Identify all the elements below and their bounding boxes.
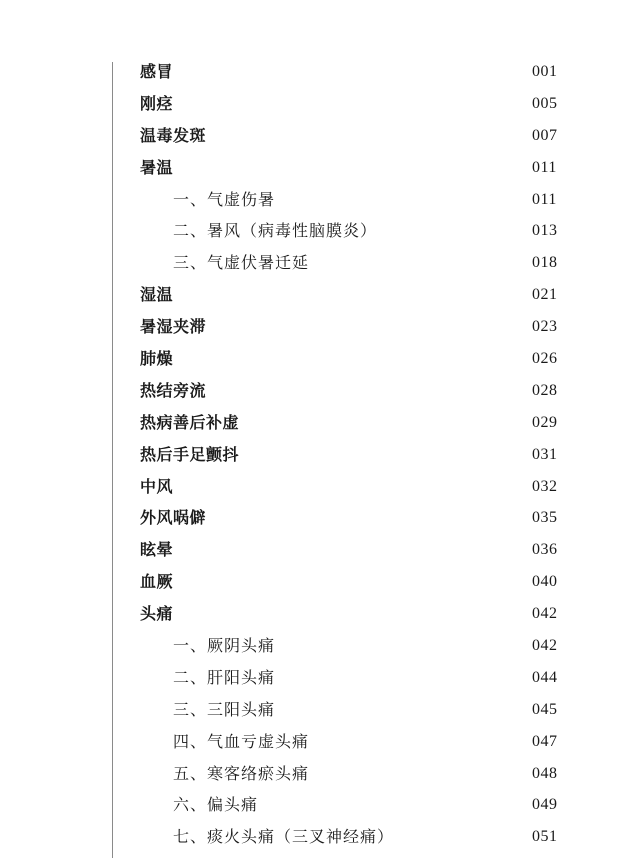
toc-entry-title: 暑温 <box>140 157 174 177</box>
toc-entry[interactable] <box>0 566 637 598</box>
toc-entry[interactable] <box>0 439 637 471</box>
toc-entry-page: 023 <box>532 318 558 336</box>
toc-entry[interactable] <box>0 407 637 439</box>
toc-entry-page: 018 <box>532 254 558 272</box>
toc-entry[interactable] <box>0 502 637 534</box>
toc-entry-title: 感冒 <box>140 62 174 81</box>
toc-entry-title: 刚痉 <box>140 93 174 113</box>
toc-entry[interactable] <box>0 789 637 821</box>
toc-entry-page: 011 <box>532 158 557 176</box>
toc-entry-title: 肺燥 <box>140 349 174 369</box>
toc-entry-page: 007 <box>532 126 558 144</box>
toc-entry-page: 035 <box>532 509 558 527</box>
toc-entry-title: 三、气虚伏暑迁延 <box>173 253 310 273</box>
toc-entry[interactable] <box>0 120 637 152</box>
toc-entry-page: 032 <box>532 477 558 495</box>
toc-entry[interactable] <box>0 662 637 694</box>
toc-entry[interactable] <box>0 375 637 407</box>
toc-entry-title: 六、偏头痛 <box>173 795 259 815</box>
toc-entry-page: 051 <box>532 828 558 846</box>
toc-entry[interactable] <box>0 184 637 216</box>
toc-entry-page: 047 <box>532 732 558 750</box>
toc-entry-title: 二、肝阳头痛 <box>173 667 276 687</box>
toc-entry[interactable] <box>0 215 637 247</box>
toc-entry-page: 036 <box>532 541 558 559</box>
toc-entry[interactable] <box>0 630 637 662</box>
toc-entry-title: 七、痰火头痛（三叉神经痛） <box>173 827 395 847</box>
toc-entry-title: 一、气虚伤暑 <box>173 189 276 209</box>
toc-entry-title: 温毒发斑 <box>140 125 207 145</box>
toc-entry-title: 二、暑风（病毒性脑膜炎） <box>173 221 378 241</box>
toc-entry-title: 三、三阳头痛 <box>173 699 276 719</box>
toc-entry-page: 042 <box>532 605 558 623</box>
toc-entry-title: 血厥 <box>140 572 174 592</box>
toc-entry-title: 中风 <box>140 476 174 496</box>
toc-entry-page: 048 <box>532 764 558 782</box>
toc-entry[interactable] <box>0 311 637 343</box>
toc-entry-title: 热病善后补虚 <box>140 412 240 432</box>
toc-entry[interactable] <box>0 56 637 88</box>
toc-entry-title: 四、气血亏虚头痛 <box>173 731 310 751</box>
toc-entry[interactable] <box>0 279 637 311</box>
toc-entry[interactable] <box>0 152 637 184</box>
table-of-contents <box>0 56 637 853</box>
toc-entry-title: 暑湿夹滞 <box>140 317 207 337</box>
toc-entry[interactable] <box>0 758 637 790</box>
toc-entry-page: 045 <box>532 700 558 718</box>
toc-entry-title: 湿温 <box>140 285 174 305</box>
toc-entry-page: 028 <box>532 381 558 399</box>
toc-entry-title: 外风㖞僻 <box>140 508 207 528</box>
toc-entry-page: 021 <box>532 286 558 304</box>
toc-entry[interactable] <box>0 247 637 279</box>
toc-entry[interactable] <box>0 343 637 375</box>
toc-entry-page: 042 <box>532 637 558 655</box>
toc-entry[interactable] <box>0 821 637 853</box>
toc-entry-page: 005 <box>532 94 558 112</box>
toc-entry[interactable] <box>0 726 637 758</box>
toc-entry[interactable] <box>0 598 637 630</box>
toc-entry-title: 一、厥阴头痛 <box>173 636 276 656</box>
toc-entry[interactable] <box>0 694 637 726</box>
toc-entry-page: 026 <box>532 350 558 368</box>
toc-entry-page: 044 <box>532 668 558 686</box>
toc-entry-title: 眩晕 <box>140 540 174 560</box>
toc-entry-title: 五、寒客络瘀头痛 <box>173 763 310 783</box>
toc-entry-page: 049 <box>532 796 558 814</box>
toc-entry-title: 热结旁流 <box>140 380 207 400</box>
toc-entry[interactable] <box>0 471 637 503</box>
toc-entry-page: 029 <box>532 413 558 431</box>
toc-entry-page: 040 <box>532 573 558 591</box>
toc-entry-page: 001 <box>532 63 558 80</box>
toc-entry-page: 031 <box>532 445 558 463</box>
toc-entry-page: 013 <box>532 222 558 240</box>
toc-entry[interactable] <box>0 534 637 566</box>
toc-entry-page: 011 <box>532 190 557 208</box>
toc-entry[interactable] <box>0 88 637 120</box>
toc-entry-title: 头痛 <box>140 604 174 624</box>
toc-entry-title: 热后手足颤抖 <box>140 444 240 464</box>
